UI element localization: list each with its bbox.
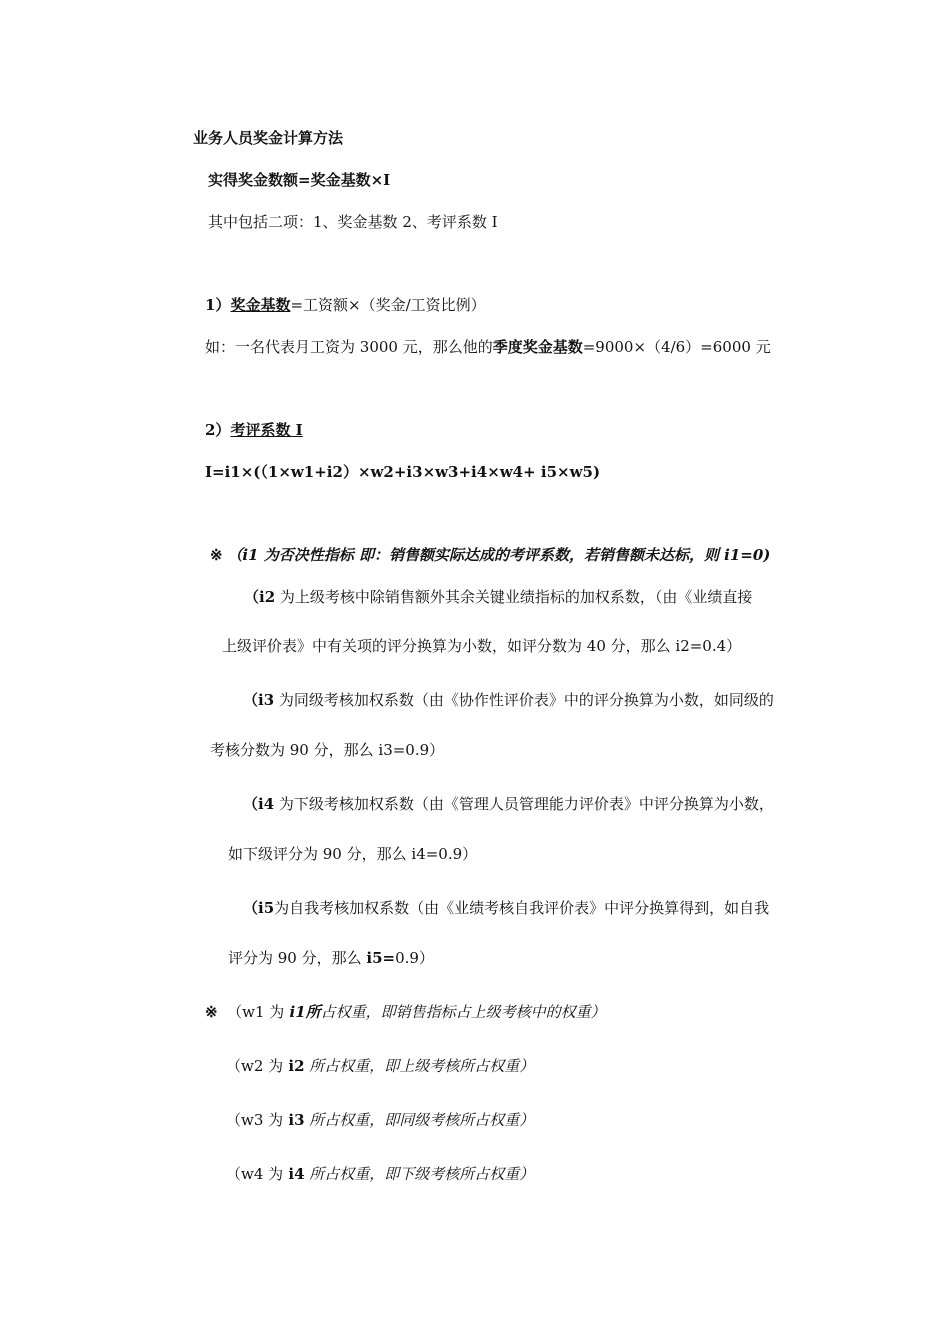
note-i5-label: （i5 <box>243 899 275 917</box>
note-i2-label: （i2 <box>244 588 276 606</box>
note-w1-b: i1所 <box>284 1003 321 1021</box>
note-w1-c: 占权重，即销售指标占上级考核中的权重） <box>320 1003 606 1021</box>
note-i4-label: （i4 <box>243 795 275 813</box>
note-i4-line2: 如下级评分为 90 分，那么 i4=0.9） <box>228 845 478 863</box>
section2-formula: I=i1×(（1×w1+i2）×w2+i3×w3+i4×w4+ i5×w5) <box>205 463 601 481</box>
section1-heading <box>205 295 486 315</box>
note-i2-line1 <box>244 587 752 607</box>
section2-title: 考评系数 I <box>230 421 303 439</box>
section2-heading <box>205 420 303 440</box>
note-i1 <box>210 545 770 565</box>
note-w3 <box>226 1110 534 1130</box>
example-text-a: 如：一名代表月工资为 3000 元，那么他的 <box>205 338 493 356</box>
note-i3-label: （i3 <box>243 691 275 709</box>
note-w2-b: i2 <box>283 1057 305 1075</box>
note-w1-a: （w1 为 <box>227 1003 285 1021</box>
document-title: 业务人员奖金计算方法 <box>193 129 344 147</box>
includes-text: 其中包括二项：1、奖金基数 2、考评系数 I <box>208 213 498 231</box>
note-i3-line2: 考核分数为 90 分，那么 i3=0.9） <box>210 741 445 759</box>
note-i3-text1: 为同级考核加权系数（由《协作性评价表》中的评分换算为小数，如同级的 <box>274 691 774 709</box>
note-i5-text2c: 0.9） <box>395 949 434 967</box>
note-w1 <box>205 1002 606 1022</box>
note-i4-line1 <box>243 794 774 814</box>
note-i5-text2a: 评分为 90 分，那么 <box>228 949 367 967</box>
section1-example <box>205 337 771 357</box>
note-i5-line2 <box>228 948 434 968</box>
example-text-c: =9000×（4/6）=6000 元 <box>582 338 771 356</box>
note-w4-a: （w4 为 <box>226 1165 284 1183</box>
section1-title: 奖金基数 <box>230 296 291 314</box>
note-i4-text1: 为下级考核加权系数（由《管理人员管理能力评价表》中评分换算为小数， <box>274 795 774 813</box>
example-term: 季度奖金基数 <box>492 338 583 356</box>
note-w2 <box>226 1056 534 1076</box>
note-i2-text1: 为上级考核中除销售额外其余关键业绩指标的加权系数，（由《业绩直接 <box>275 588 753 606</box>
note-w4-b: i4 <box>283 1165 305 1183</box>
note-i1-text: （i1 为否决性指标 即：销售额实际达成的考评系数，若销售额未达标，则 i1=0) <box>227 546 771 564</box>
note-i2-line2: 上级评价表》中有关项的评分换算为小数，如评分数为 40 分，那么 i2=0.4） <box>222 637 742 655</box>
note-i5-text2b: i5= <box>366 949 396 967</box>
note-i3-line1 <box>243 690 774 710</box>
note-w3-c: 所占权重，即同级考核所占权重） <box>304 1111 535 1129</box>
section2-prefix: 2） <box>205 421 231 439</box>
main-formula: 实得奖金数额=奖金基数×I <box>208 171 391 189</box>
reference-mark: ※ <box>210 546 223 564</box>
note-i5-text1: 为自我考核加权系数（由《业绩考核自我评价表》中评分换算得到，如自我 <box>274 899 770 917</box>
reference-mark: ※ <box>205 1003 218 1021</box>
note-i5-line1 <box>243 898 769 918</box>
note-w3-a: （w3 为 <box>226 1111 284 1129</box>
note-w2-a: （w2 为 <box>226 1057 284 1075</box>
note-w4 <box>226 1164 534 1184</box>
note-w4-c: 所占权重，即下级考核所占权重） <box>304 1165 535 1183</box>
section1-prefix: 1） <box>205 296 231 314</box>
note-w3-b: i3 <box>283 1111 305 1129</box>
section1-formula: =工资额×（奖金/工资比例） <box>290 296 486 314</box>
note-w2-c: 所占权重，即上级考核所占权重） <box>304 1057 535 1075</box>
